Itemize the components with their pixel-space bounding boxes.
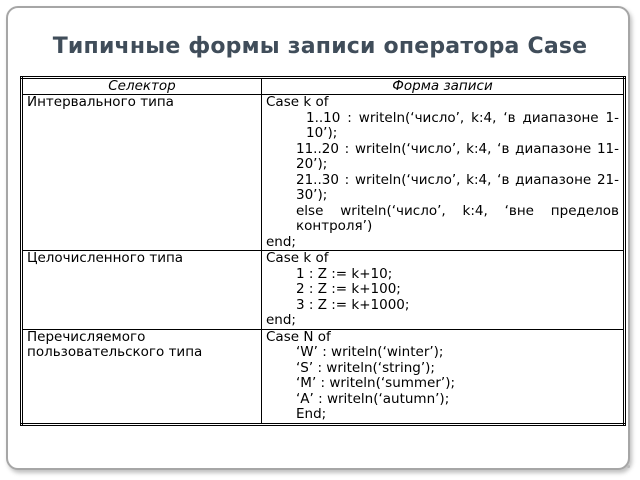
header-selector: Селектор [22,78,262,95]
code-line: End; [296,406,327,422]
code-line: ‘S’ : writeln(‘string’); [296,359,435,376]
code-line: ‘A’ : writeln(‘autumn’); [296,390,450,407]
code-line: 11..20 : writeln(‘число’, k:4, ‘в диапазоне 11-20’); [296,140,619,172]
code-line: 1..10 : writeln(‘число’, k:4, ‘в диапазоне 1-10’); [306,109,619,141]
code-line: 2 : Z := k+100; [296,281,401,297]
table-row [22,329,625,424]
selector-cell: Перечисляемого пользовательского типа [22,329,262,424]
code-line: ‘M’ : writeln(‘summer’); [296,375,456,391]
code-line: else writeln(‘число’, k:4, ‘вне пределов контроля’) [296,202,619,234]
selector-cell: Целочисленного типа [22,251,262,330]
code-line: ‘W’ : writeln(‘winter’); [296,344,444,360]
code-line: end; [266,312,296,328]
code-line: 1 : Z := k+10; [296,265,393,282]
selector-cell: Интервального типа [22,95,262,251]
code-line: 21..30 : writeln(‘число’, k:4, ‘в диапазоне 21-30’); [296,171,619,203]
table-row [22,251,625,330]
slide-title: Типичные формы записи оператора Case [52,34,588,59]
code-cell [262,329,625,424]
code-line: Case k of [266,94,329,110]
code-line: Case k of [266,250,329,266]
code-cell [262,95,625,251]
decorative-dot [627,465,630,468]
code-cell [262,251,625,330]
case-forms-table [20,76,626,426]
code-line: end; [266,233,296,250]
code-line: Case N of [266,328,331,345]
table-row [22,95,625,251]
header-form: Форма записи [262,78,625,95]
code-line: 3 : Z := k+1000; [296,296,410,313]
table-header-row [22,78,625,95]
